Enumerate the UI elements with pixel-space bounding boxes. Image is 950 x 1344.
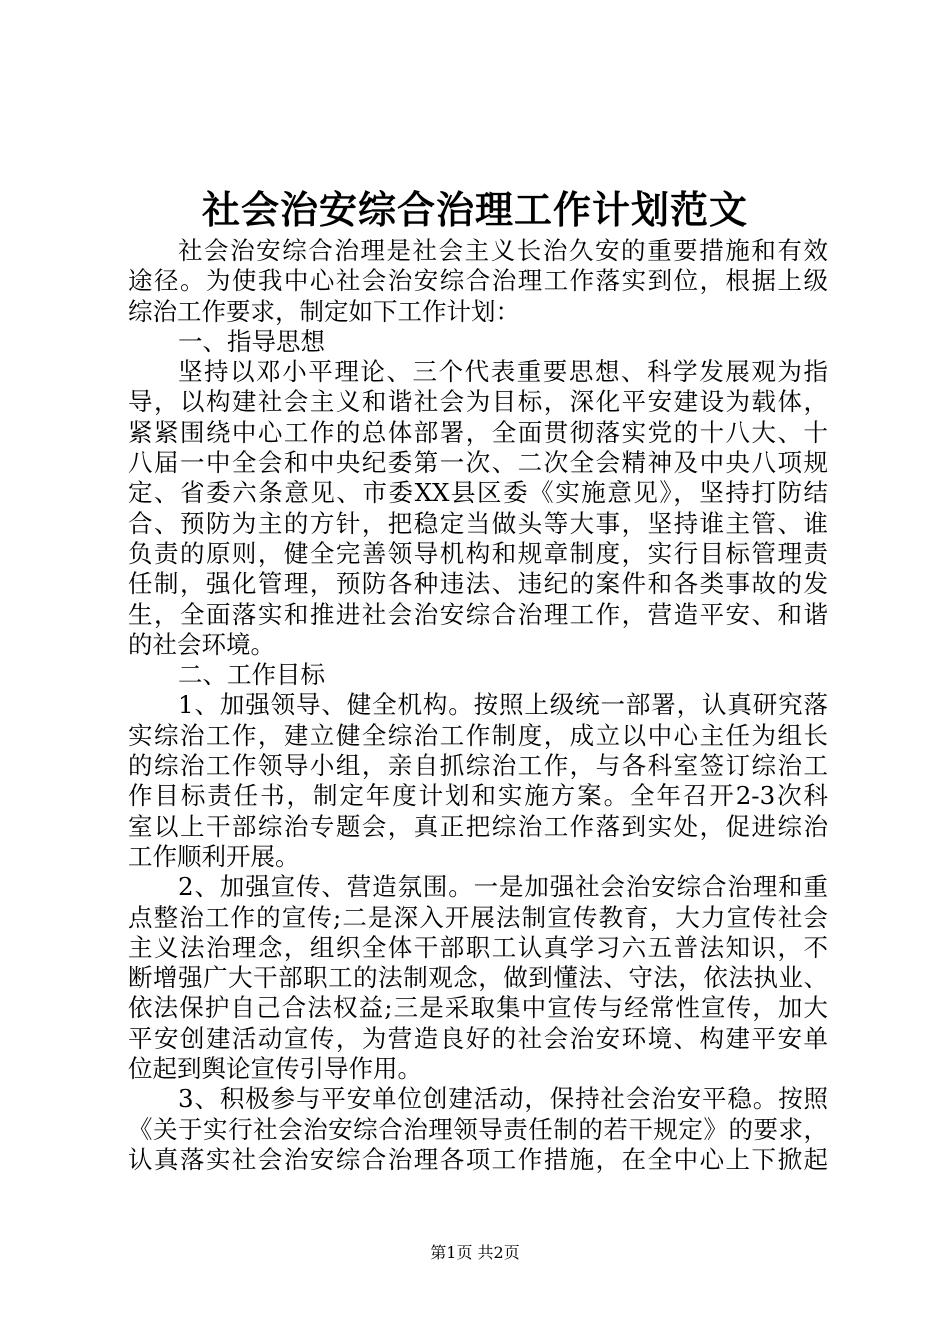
text-line: 紧紧围绕中心工作的总体部署，全面贯彻落实党的十八大、十 [128, 417, 828, 447]
text-line: 负责的原则，健全完善领导机构和规章制度，实行目标管理责 [128, 538, 828, 568]
text-line: 导，以构建社会主义和谐社会为目标，深化平安建设为载体， [128, 387, 828, 417]
text-line: 八届一中全会和中央纪委第一次、二次全会精神及中央八项规 [128, 448, 828, 478]
text-line: 位起到舆论宣传引导作用。 [128, 1054, 422, 1084]
text-line: 实综治工作，建立健全综治工作制度，成立以中心主任为组长 [128, 720, 828, 750]
text-line: 途径。为使我中心社会治安综合治理工作落实到位，根据上级 [128, 266, 828, 296]
text-line: 平安创建活动宣传，为营造良好的社会治安环境、构建平安单 [128, 1023, 828, 1053]
text-line: 生，全面落实和推进社会治安综合治理工作，营造平安、和谐 [128, 599, 828, 629]
text-line: 室以上干部综治专题会，真正把综治工作落到实处，促进综治 [128, 811, 828, 841]
document-body [128, 236, 828, 1175]
text-line: 社会治安综合治理是社会主义长治久安的重要措施和有效 [178, 236, 828, 265]
text-line: 的社会环境。 [128, 629, 275, 659]
text-line: 任制，强化管理，预防各种违法、违纪的案件和各类事故的发 [128, 569, 828, 599]
text-line: 点整治工作的宣传;二是深入开展法制宣传教育，大力宣传社会 [128, 902, 828, 932]
document-title: 社会治安综合治理工作计划范文 [201, 187, 748, 232]
text-line: 主义法治理念，组织全体干部职工认真学习六五普法知识，不 [128, 932, 828, 962]
text-line: 3、积极参与平安单位创建活动，保持社会治安平稳。按照 [178, 1084, 828, 1114]
text-line: 2、加强宣传、营造氛围。一是加强社会治安综合治理和重 [178, 872, 828, 902]
text-line: 断增强广大干部职工的法制观念，做到懂法、守法，依法执业、 [128, 963, 828, 993]
text-line: 认真落实社会治安综合治理各项工作措施，在全中心上下掀起 [128, 1144, 828, 1174]
text-line: 二、工作目标 [178, 660, 325, 690]
text-line: 《关于实行社会治安综合治理领导责任制的若干规定》的要求， [128, 1114, 828, 1144]
page-footer: 第1页 共2页 [430, 1243, 520, 1262]
text-line: 坚持以邓小平理论、三个代表重要思想、科学发展观为指 [178, 357, 828, 387]
text-line: 依法保护自己合法权益;三是采取集中宣传与经常性宣传，加大 [128, 993, 828, 1023]
text-line: 作目标责任书，制定年度计划和实施方案。全年召开2-3次科 [128, 781, 828, 811]
text-line: 的综治工作领导小组，亲自抓综治工作，与各科室签订综治工 [128, 751, 828, 781]
text-line: 一、指导思想 [178, 326, 325, 356]
text-line: 合、预防为主的方针，把稳定当做头等大事，坚持谁主管、谁 [128, 508, 828, 538]
text-line: 定、省委六条意见、市委XX县区委《实施意见》，坚持打防结 [128, 478, 828, 508]
text-line: 1、加强领导、健全机构。按照上级统一部署，认真研究落 [178, 690, 828, 720]
text-line: 综治工作要求，制定如下工作计划： [128, 296, 520, 326]
text-line: 工作顺利开展。 [128, 841, 300, 871]
